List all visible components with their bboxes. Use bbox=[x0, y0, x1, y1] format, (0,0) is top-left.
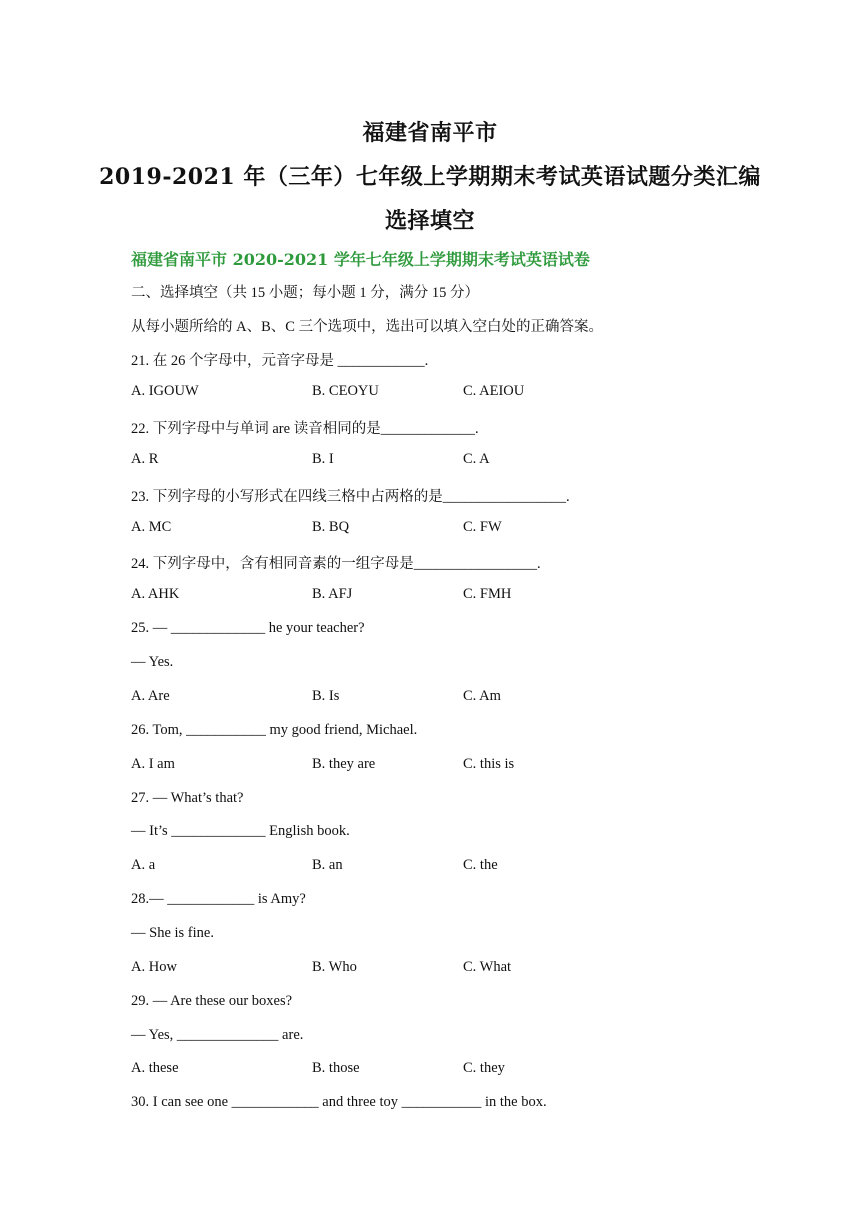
option-b: B. they are bbox=[312, 756, 376, 772]
option-c: C. FW bbox=[463, 519, 502, 535]
option-a: A. MC bbox=[131, 519, 172, 535]
direction-text: 从每小题所给的 A、B、C 三个选项中，选出可以填入空白处的正确答案。 bbox=[131, 319, 604, 335]
question-stem: 29. — Are these our boxes? bbox=[131, 993, 293, 1009]
question-stem: 21. 在 26 个字母中，元音字母是 ____________. bbox=[131, 353, 429, 369]
option-c: C. AEIOU bbox=[463, 383, 525, 399]
exam-source-heading: 福建省南平市 2020-2021 学年七年级上学期期末考试英语试卷 bbox=[131, 250, 590, 269]
option-a: A. R bbox=[131, 451, 159, 467]
option-a: A. How bbox=[131, 959, 177, 975]
option-b: B. BQ bbox=[312, 519, 350, 535]
option-c: C. A bbox=[463, 451, 490, 467]
option-b: B. Who bbox=[312, 959, 357, 975]
dialogue-reply: — Yes. bbox=[131, 654, 174, 670]
option-c: C. What bbox=[463, 959, 512, 975]
option-b: B. an bbox=[312, 857, 343, 873]
question-stem: 27. — What’s that? bbox=[131, 790, 244, 806]
document-title-collection: 2019-2021 年（三年）七年级上学期期末考试英语试题分类汇编 bbox=[99, 164, 761, 190]
question-stem: 28.— ____________ is Amy? bbox=[131, 891, 306, 907]
option-b: B. those bbox=[312, 1060, 360, 1076]
option-c: C. this is bbox=[463, 756, 515, 772]
question-stem: 22. 下列字母中与单词 are 读音相同的是_____________. bbox=[131, 421, 479, 437]
option-a: A. a bbox=[131, 857, 156, 873]
option-a: A. IGOUW bbox=[131, 383, 199, 399]
dialogue-reply: — She is fine. bbox=[131, 925, 214, 941]
question-stem: 26. Tom, ___________ my good friend, Michael. bbox=[131, 722, 418, 738]
option-b: B. I bbox=[312, 451, 334, 467]
question-stem: 25. — _____________ he your teacher? bbox=[131, 620, 365, 636]
option-a: A. I am bbox=[131, 756, 175, 772]
option-b: B. CEOYU bbox=[312, 383, 379, 399]
option-a: A. Are bbox=[131, 688, 170, 704]
question-stem: 23. 下列字母的小写形式在四线三格中占两格的是_________________. bbox=[131, 489, 570, 505]
question-stem: 30. I can see one ____________ and three toy ___________ in the box. bbox=[131, 1094, 547, 1110]
option-a: A. AHK bbox=[131, 586, 180, 602]
dialogue-reply: — Yes, ______________ are. bbox=[131, 1027, 304, 1043]
document-title-topic: 选择填空 bbox=[384, 208, 475, 234]
option-b: B. Is bbox=[312, 688, 340, 704]
question-stem: 24. 下列字母中，含有相同音素的一组字母是_________________. bbox=[131, 556, 541, 572]
option-b: B. AFJ bbox=[312, 586, 353, 602]
option-c: C. they bbox=[463, 1060, 505, 1076]
option-a: A. these bbox=[131, 1060, 179, 1076]
part-instruction: 二、选择填空（共 15 小题；每小题 1 分，满分 15 分） bbox=[131, 285, 479, 301]
dialogue-reply: — It’s _____________ English book. bbox=[131, 823, 350, 839]
option-c: C. the bbox=[463, 857, 498, 873]
document-title-region: 福建省南平市 bbox=[362, 120, 498, 146]
option-c: C. FMH bbox=[463, 586, 512, 602]
option-c: C. Am bbox=[463, 688, 501, 704]
